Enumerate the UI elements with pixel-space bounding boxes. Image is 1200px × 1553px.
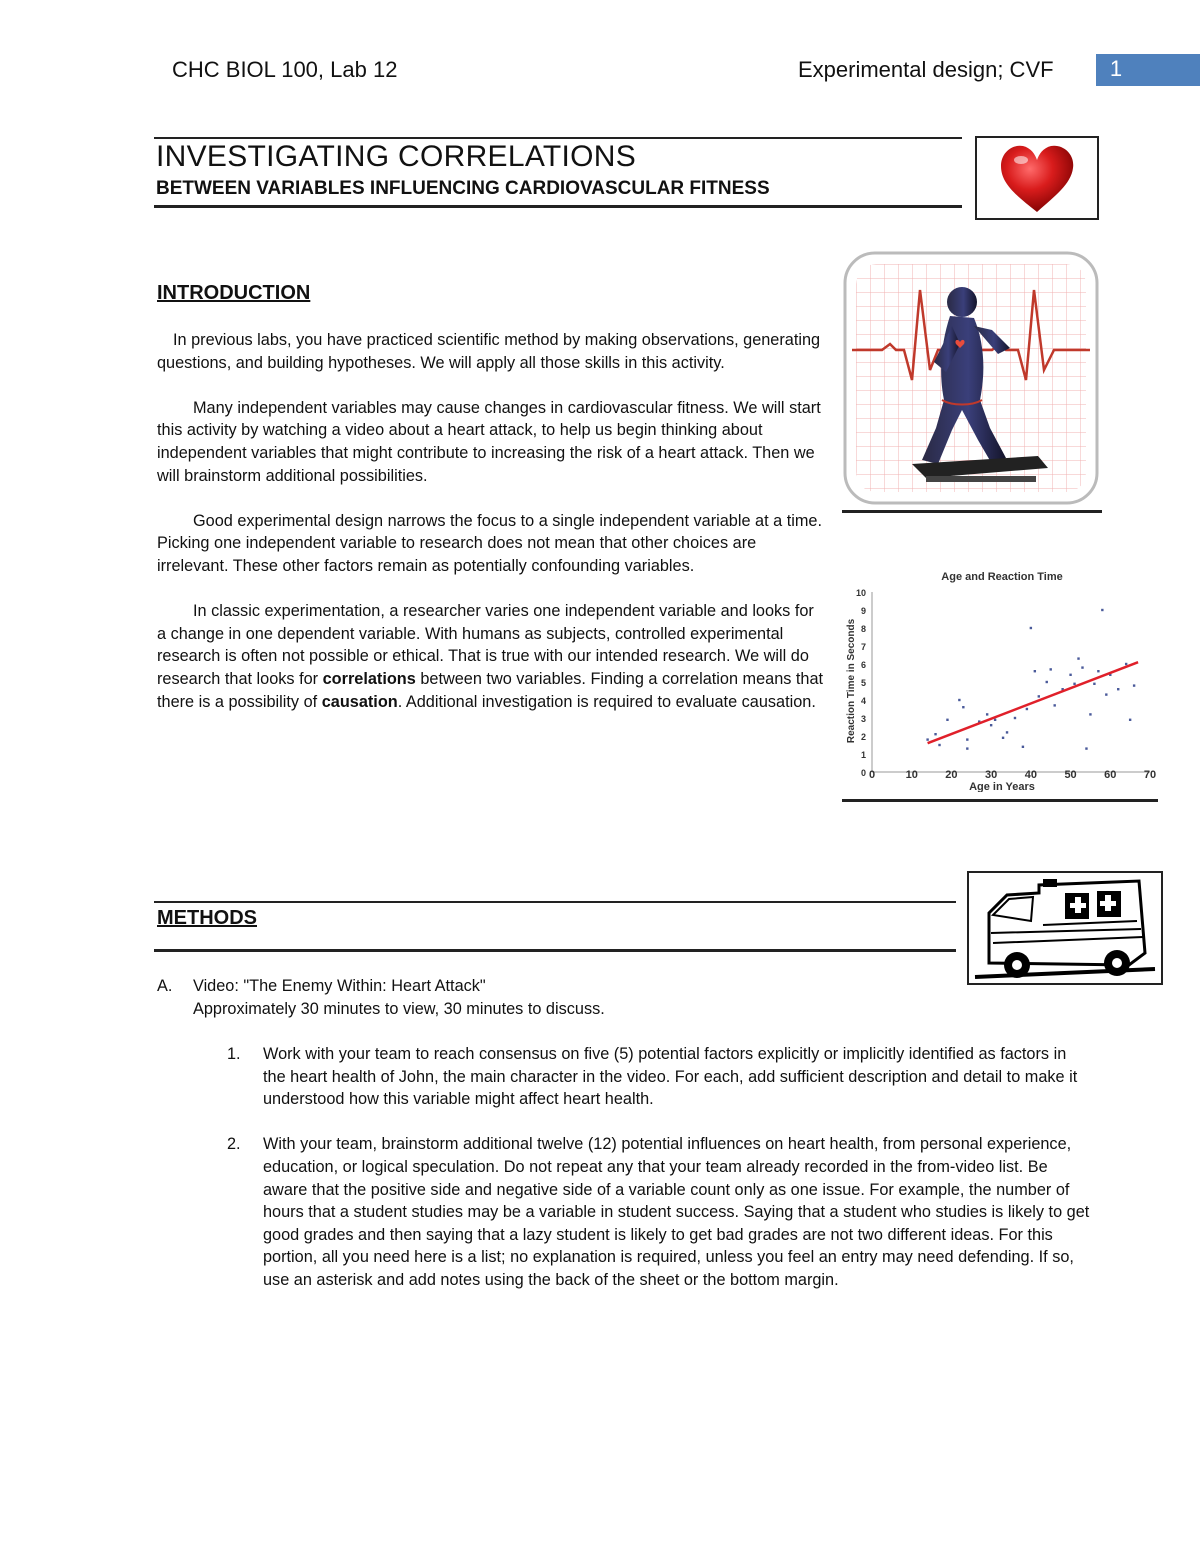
- list-item-number: 1.: [227, 1045, 241, 1063]
- data-point: [946, 719, 948, 721]
- data-point: [1129, 719, 1131, 721]
- data-point: [1034, 670, 1036, 672]
- data-point: [1125, 663, 1127, 665]
- methods-bottom-rule: [154, 949, 956, 952]
- title-bottom-rule: [154, 205, 962, 208]
- section-a-title: Video: "The Enemy Within: Heart Attack": [193, 977, 486, 995]
- methods-heading: METHODS: [157, 907, 257, 929]
- list-item-text: Work with your team to reach consensus on five (5) potential factors explicitly or implicitly identified as factors in the heart health of John, the main character in the video. For each, add sufficient description and detail to make it understood how this variable might affect heart health.: [263, 1045, 1078, 1109]
- data-point: [1022, 746, 1024, 748]
- data-point: [1002, 737, 1004, 739]
- y-tick-label: 1: [860, 750, 866, 760]
- list-item: [157, 1133, 1097, 1291]
- data-point: [1073, 683, 1075, 685]
- treadmill-runner-illustration: [842, 250, 1100, 506]
- data-point: [1081, 666, 1083, 668]
- data-point: [1053, 704, 1055, 706]
- age-reaction-chart: [842, 566, 1160, 792]
- y-tick-label: 9: [860, 606, 866, 616]
- x-tick-label: 50: [1064, 769, 1077, 781]
- page-number: 1: [1109, 56, 1123, 81]
- title-top-rule: [154, 137, 962, 139]
- y-axis-label: Reaction Time in Seconds: [846, 618, 857, 744]
- data-point: [1026, 708, 1028, 710]
- data-point: [958, 699, 960, 701]
- data-point: [1105, 693, 1107, 695]
- methods-top-rule: [154, 901, 956, 903]
- header-topic: Experimental design; CVF: [798, 57, 1054, 82]
- y-tick-label: 2: [860, 732, 866, 742]
- data-point: [938, 744, 940, 746]
- data-point: [1085, 747, 1087, 749]
- scatter-plot: [842, 566, 1160, 792]
- y-tick-label: 5: [860, 678, 866, 688]
- list-item-text: With your team, brainstorm additional twelve (12) potential influences on heart health, from personal experience, education, or logical speculation. Do not repeat any that your team already recorded in the from-video list. Be aware that the positive side and negative side of a variable count only as one issue. For example, the number of hours that a student studies may be a variable in student success. Saying that a student who studies is likely to get good grades and then saying that a lazy student is likely to get bad grades are not two different ideas. For this portion, all you need here is a list; no explanation is required, unless you feel an entry may need defending. If so, use an asterisk and add notes using the back of the sheet or the bottom margin.: [263, 1135, 1090, 1289]
- intro-p4-text-b: between two variables. Finding a correlation means that there is a possibility of: [157, 669, 824, 711]
- heart-image-frame: [975, 136, 1099, 220]
- introduction-body: [157, 329, 827, 736]
- data-point: [1077, 657, 1079, 659]
- document-title: INVESTIGATING CORRELATIONS: [156, 140, 637, 173]
- intro-paragraph-2: Many independent variables may cause changes in cardiovascular fitness. We will start this activity by watching a video about a heart attack, to help us begin thinking about independent variables that might contribute to increasing the risk of a heart attack. Then we will brainstorm additional possibilities.: [157, 398, 821, 485]
- x-tick-label: 70: [1143, 769, 1157, 781]
- y-tick-label: 3: [860, 714, 866, 724]
- data-point: [1101, 609, 1103, 611]
- y-tick-label: 4: [860, 696, 866, 706]
- x-tick-label: 60: [1104, 769, 1117, 781]
- data-point: [1089, 713, 1091, 715]
- figure-rule-2: [842, 799, 1158, 802]
- methods-section-a: [157, 975, 1097, 1020]
- intro-p4-text-a: In classic experimentation, a researcher varies one independent variable and looks for a change in one dependent variable. With humans as subjects, controlled experimental research is often not possible or ethical. That is true with our intended research. We will do research that looks for: [157, 602, 814, 688]
- x-tick-label: 30: [985, 769, 998, 781]
- data-point: [986, 713, 988, 715]
- x-tick-label: 20: [945, 769, 958, 781]
- x-tick-label: 40: [1024, 769, 1037, 781]
- data-point: [990, 724, 992, 726]
- runner-ecg-icon: [842, 250, 1100, 506]
- y-tick-label: 6: [860, 660, 866, 670]
- x-tick-label: 0: [868, 769, 876, 781]
- document-subtitle: BETWEEN VARIABLES INFLUENCING CARDIOVASCULAR FITNESS: [156, 178, 770, 199]
- y-tick-label: 10: [855, 588, 866, 598]
- data-point: [1038, 695, 1040, 697]
- chart-title: Age and Reaction Time: [941, 571, 1063, 583]
- intro-paragraph-1: In previous labs, you have practiced scientific method by making observations, generating questions, and building hypotheses. We will apply all those skills in this activity.: [157, 331, 821, 372]
- intro-p4-text-c: . Additional investigation is required to evaluate causation.: [397, 692, 816, 711]
- term-causation: causation: [321, 692, 398, 711]
- data-point: [1030, 627, 1032, 629]
- section-a-label: A.: [157, 977, 173, 995]
- data-point: [926, 738, 928, 740]
- methods-item-list: [157, 1043, 1097, 1292]
- y-tick-label: 8: [860, 624, 866, 634]
- data-point: [1093, 683, 1095, 685]
- data-point: [1050, 668, 1052, 670]
- data-point: [1117, 688, 1119, 690]
- data-point: [1046, 681, 1048, 683]
- ambulance-image-frame: [967, 871, 1163, 985]
- introduction-heading: INTRODUCTION: [157, 282, 311, 304]
- x-axis-label: Age in Years: [969, 781, 1035, 792]
- data-point: [966, 747, 968, 749]
- section-a-subtitle: Approximately 30 minutes to view, 30 minutes to discuss.: [193, 999, 605, 1018]
- term-correlations: correlations: [322, 669, 416, 688]
- ambulance-icon: [969, 873, 1161, 983]
- intro-paragraph-3: Good experimental design narrows the focus to a single independent variable at a time. Picking one independent variable to research does not mean that other choices are irrelevant. These other factors remain as potentially confounding variables.: [157, 511, 823, 575]
- data-point: [962, 706, 964, 708]
- data-point: [966, 738, 968, 740]
- heart-icon: [977, 138, 1097, 218]
- list-item-number: 2.: [227, 1135, 241, 1154]
- data-point: [934, 733, 936, 735]
- data-point: [1069, 674, 1071, 676]
- data-point: [1014, 717, 1016, 719]
- data-point: [994, 719, 996, 721]
- data-point: [1133, 684, 1135, 686]
- y-tick-label: 0: [860, 768, 866, 778]
- x-tick-label: 10: [905, 769, 918, 781]
- intro-paragraph-4: [157, 600, 827, 713]
- list-item: [157, 1043, 1097, 1111]
- data-point: [1006, 731, 1008, 733]
- header-course: CHC BIOL 100, Lab 12: [172, 57, 398, 82]
- figure-rule-1: [842, 510, 1102, 513]
- y-tick-label: 7: [860, 642, 866, 652]
- trend-line: [928, 662, 1138, 743]
- data-point: [1097, 670, 1099, 672]
